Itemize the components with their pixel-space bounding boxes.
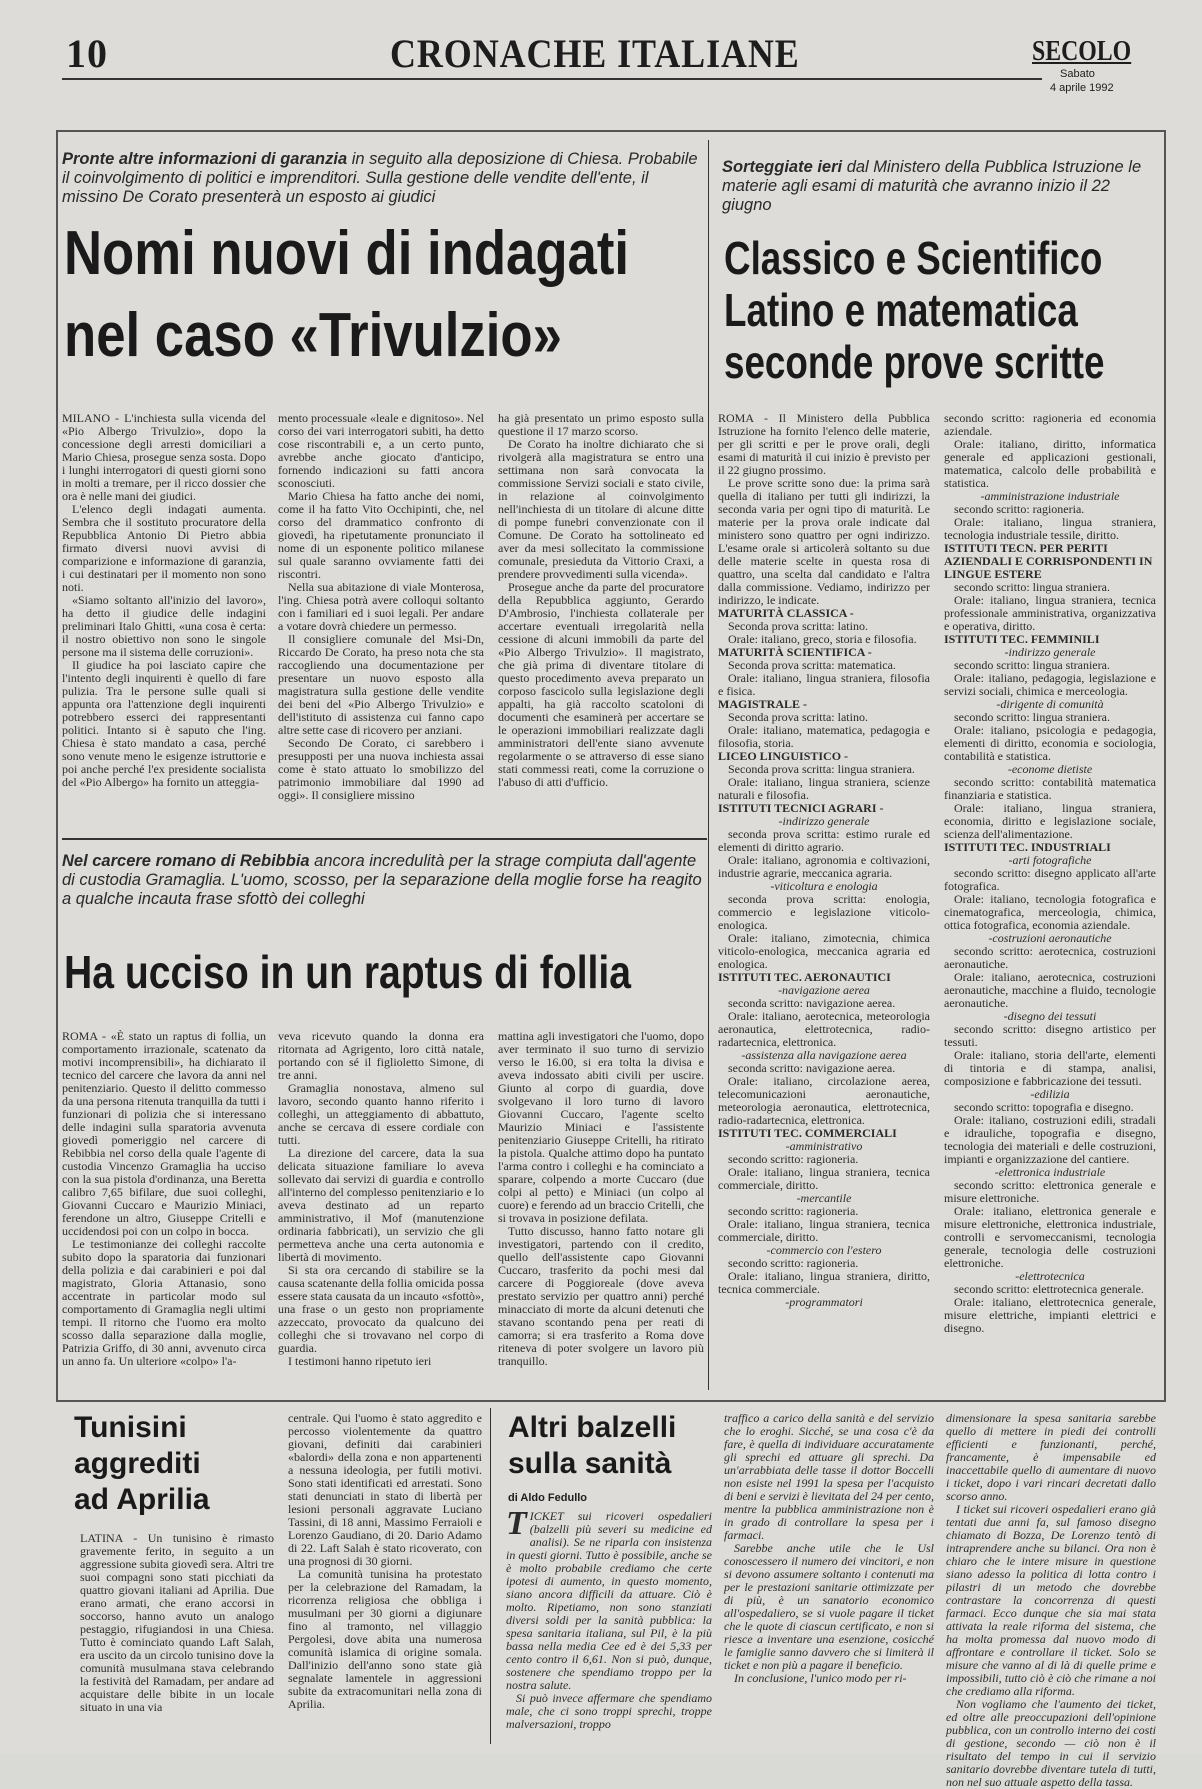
trivulzio-column-1 <box>62 412 266 827</box>
paragraph: Orale: italiano, lingua straniera, tecnologia industriale tessile, diritto. <box>944 515 1156 542</box>
issue-date: 4 aprile 1992 <box>1050 82 1114 94</box>
paragraph: LATINA - Un tunisino è rimasto gravemente ferito, in seguito a un aggressione subita giovedì sera. Altri tre suoi compagni sono stati picchiati da quattro giovani italiani ad Aprilia. Due erano armati, che erano accorsi in soccorso, hanno avuto un analogo pestaggio, rifugiandosi in una Chiesa. Tutto è cominciato quando Laft Salah, era uscito da un circolo tunisino dove la comunità musulmana stava celebrando la festività del Ramadam, per andare ad acquistare delle bibite in un locale situato in una via <box>80 1531 274 1714</box>
paragraph: Mario Chiesa ha fatto anche dei nomi, come il ha fatto Vito Occhipinti, che, nel corso del drammatico confronto di giovedì, ha ripetutamente pronunciato il nome di un esponente politico milanese sul quale saranno ovviamente fatti dei riscontri. <box>278 489 484 581</box>
paragraph: secondo scritto: ragioneria. <box>954 502 1085 516</box>
track-label: -mercantile <box>796 1191 852 1205</box>
paragraph: De Corato ha inoltre dichiarato che si rivolgerà alla magistratura se entro una settimana non sarà convocata la commissione Servizi sociali e stato civile, in relazione al coinvolgimento nell'inchiesta di un titolare di alcune ditte di pompe funebri convenzionate con il Comune. De Corato ha sottolineato ed aver da mesi sollecitato la commissione comunale, presieduta da Vittorio Craxi, a prendere provvedimenti sulla vicenda». <box>498 437 704 581</box>
balzelli-headline-1: Altri balzelli <box>508 1411 677 1444</box>
paragraph: dimensionare la spesa sanitaria sarebbe quello di mettere in piedi dei controlli efficienti e funzionanti, perché, francamente, è impensabile ed inaccettabile quello di aumentare di nuovo i ticket, dopo i vari rincari decretati dallo scorso anno. <box>946 1411 1156 1503</box>
rebibbia-kicker <box>62 852 702 909</box>
paragraph: Orale: italiano, psicologia e pedagogia, elementi di diritto, economia e sociologia, contabilità e statistica. <box>944 723 1156 763</box>
paragraph: ROMA - Il Ministero della Pubblica Istruzione ha fornito l'elenco delle materie, per gli scritti e per le prove orali, degli esami di maturità il cui inizio è previsto per il 22 giugno prossimo. <box>718 411 930 477</box>
paragraph: secondo scritto: contabilità matematica finanziaria e statistica. <box>944 775 1156 802</box>
paragraph: Seconda prova scritta: matematica. <box>728 658 896 672</box>
paragraph: Tutto discusso, hanno fatto notare gli investigatori, partendo con il credito, quello dell'assistente capo Giovanni Cuccaro, trasferito da pochi mesi dal carcere di Poggioreale (dove aveva prestato servizio per quattro anni) perché minacciato di morte da alcuni detenuti che stavano scontando pena per reati di camorra; si era trasferito a Roma dove riteneva di poter svolgere un lavoro più tranquillo. <box>498 1224 704 1368</box>
track-label: -assistenza alla navigazione aerea <box>741 1048 907 1062</box>
maturita-kicker <box>722 158 1152 215</box>
paragraph: Nella sua abitazione di viale Monterosa, l'ing. Chiesa potrà avere colloqui soltanto con i familiari ed i suoi legali. Per andare a votare dovrà chiedere un permesso. <box>278 580 484 633</box>
paragraph: veva ricevuto quando la donna era ritornata ad Agrigento, loro città natale, portando con sé il figlioletto Simone, di tre anni. <box>278 1029 484 1082</box>
balzelli-column-3 <box>946 1411 1156 1789</box>
maturita-column-1 <box>718 412 930 1390</box>
paragraph: secondo scritto: ragioneria. <box>728 1204 859 1218</box>
trivulzio-article <box>62 150 702 207</box>
paragraph: Orale: italiano, greco, storia e filosofia. <box>728 632 917 646</box>
paragraph: MILANO - L'inchiesta sulla vicenda del «Pio Albergo Trivulzio», dopo la concessione degli arresti domiciliari a Mario Chiesa, prosegue senza sosta. Dopo i lunghi interrogatori di questi giorni sono in molti a tremare, per il ricco dossier che ora è nelle mani dei giudici. <box>62 411 266 503</box>
paper-name: SECOLO <box>1032 36 1132 67</box>
paragraph: Si sta ora cercando di stabilire se la causa scatenante della follia omicida possa essere stata causata da un incauto «sfottò», una frase o un gesto non propriamente azzeccato, provocato da qualcuno dei colleghi che si trovavano nel corpo di guardia. <box>278 1263 484 1355</box>
track-label: -amministrativo <box>785 1139 863 1153</box>
paragraph: I ticket sui ricoveri ospedalieri erano già tentati due anni fa, sul famoso disegno chiamato di Bozza, De Lorenzo tentò di intraprendere anche su bilanci. Ora non è chiaro che le intere misure in questione siano adesso la politica di lotta contro i pilastri di un metodo che dovrebbe contrastare la concorrenza di questi farmaci. Ecco dunque che sia mai stata attivata la reale riforma del sistema, che ha molta promessa dal nuovo modo di affrontare e controllare il ticket. Solo se misure che vanno al di là di quelle prime e impossibili, tutto ciò è ciò che rimane a noi che crediamo alla riforma. <box>946 1502 1156 1698</box>
rebibbia-column-1 <box>62 1030 266 1390</box>
paragraph: Orale: italiano, tecnologia fotografica e cinematografica, merceologia, chimica, ottica fotografica, economia aziendale. <box>944 892 1156 932</box>
track-label: -elettrotecnica <box>1015 1269 1085 1283</box>
paragraph: Orale: italiano, lingua straniera, economia, diritto e legislazione sociale, scienza dell'alimentazione. <box>944 801 1156 841</box>
trivulzio-kicker <box>62 150 702 207</box>
paragraph: La direzione del carcere, data la sua delicata situazione familiare lo aveva sollevato dai servizi di guardia e controllo all'interno del complesso penitenziario e lo aveva destinato ad un reparto amministrativo, il Mof (manutenzione ordinaria fabbricati), un servizio che gli permetteva anche una certa autonomia e libertà di movimento. <box>278 1146 484 1264</box>
paragraph: Orale: italiano, lingua straniera, tecnica professionale amministrativa, organizzativa e operativa, diritto. <box>944 593 1156 633</box>
paragraph: secondo scritto: ragioneria. <box>728 1152 859 1166</box>
rebibbia-kicker-bold: Nel carcere romano di Rebibbia <box>62 852 310 870</box>
paragraph: Orale: italiano, lingua straniera, diritto, tecnica commerciale. <box>718 1269 930 1296</box>
paragraph: Orale: italiano, costruzioni edili, stradali e idrauliche, topografia e disegno, tecnologia dei materiali e delle costruzioni, impianti e organizzazione del cantiere. <box>944 1113 1156 1166</box>
rebibbia-article <box>62 852 702 909</box>
trivulzio-column-3 <box>498 412 704 827</box>
paragraph: secondo scritto: lingua straniera. <box>954 710 1110 724</box>
track-label: -programmatori <box>785 1295 863 1309</box>
paragraph: Orale: italiano, aerotecnica, costruzioni aeronautiche, macchine a fluido, tecnologie aeronautiche. <box>944 970 1156 1010</box>
paragraph: «Siamo soltanto all'inizio del lavoro», ha detto il giudice delle indagini preliminari Italo Ghitti, «una cosa è certa: il nostro obiettivo non sono le singole persone ma il sistema delle corruzioni». <box>62 593 266 659</box>
trivulzio-kicker-bold: Pronte altre informazioni di garanzia <box>62 150 348 168</box>
paragraph: Orale: italiano, storia dell'arte, elementi di tintoria e di stampa, analisi, composizione e fabbricazione dei tessuti. <box>944 1048 1156 1088</box>
paragraph: Orale: italiano, matematica, pedagogia e filosofia, storia. <box>718 723 930 750</box>
paragraph: Orale: italiano, lingua straniera, filosofia e fisica. <box>718 671 930 698</box>
paragraph: seconda prova scritta: estimo rurale ed elementi di diritto agrario. <box>718 827 930 854</box>
paragraph: secondo scritto: topografia e disegno. <box>954 1100 1134 1114</box>
paragraph: Orale: italiano, zimotecnia, chimica viticolo-enologica, meccanica agraria ed enologica. <box>718 931 930 971</box>
rebibbia-headline: Ha ucciso in un raptus di follia <box>64 946 632 998</box>
paragraph: centrale. Qui l'uomo è stato aggredito e percosso violentemente da quattro giovani, definiti dai carabinieri «balordi» della zona e non appartenenti a nessuna ideologia, per futili motivi. Sono stati identificati ed arrestati. Sono stati denunciati in stato di libertà per lesioni personali aggravate Luciano Tassini, di 18 anni, Massimo Ferraioli e Lorenzo Gaudiano, di 20. Dario Adamo di 22. Laft Salah è stato ricoverato, con una prognosi di 30 giorni. <box>288 1411 482 1568</box>
paragraph: I testimoni hanno ripetuto ieri <box>288 1354 432 1368</box>
subject-heading: ISTITUTI TECN. PER PERITI AZIENDALI E CORRISPONDENTI IN LINGUE ESTERE <box>944 541 1153 581</box>
maturita-column-2 <box>944 412 1156 1390</box>
trivulzio-headline-1: Nomi nuovi di indagati <box>64 219 630 288</box>
paragraph: secondo scritto: elettronica generale e misure elettroniche. <box>944 1178 1156 1205</box>
subject-heading: ISTITUTI TEC. INDUSTRIALI <box>944 840 1111 854</box>
paragraph: secondo scritto: disegno artistico per tessuti. <box>944 1022 1156 1049</box>
column-divider-vertical <box>708 140 709 1390</box>
balzelli-column-1 <box>506 1505 712 1744</box>
paragraph: Orale: italiano, lingua straniera, scienze naturali e filosofia. <box>718 775 930 802</box>
paragraph: Si può invece affermare che spendiamo male, che ci sono troppi sprechi, troppe malversazioni, troppo <box>506 1691 712 1731</box>
rebibbia-kicker-rest: ancora incredulità per la strage compiuta dall'agente di custodia Gramaglia. L'uomo, scosso, per la separazione della moglie forse ha reagito a qualche incauta frase sfottò dei colleghi <box>62 852 702 908</box>
paragraph: Prosegue anche da parte del procuratore della Repubblica aggiunto, Gerardo D'Ambrosio, l'inchiesta collaterale per accertare eventuali irregolarità nella cessione di alcuni immobili da parte del «Pio Albergo Trivulzio». Il magistrato, che già prima di diventare titolare di questo procedimento aveva preparato un corposo fascicolo sulla legislazione degli appalti, ha già raccolto scatoloni di documenti che esaminerà per accertare se le operazioni immobiliari realizzate dagli amministratori dell'ente siano avvenute regolarmente o se attraverso di esse siano stati commessi reati, come la corruzione o l'abuso di atti d'ufficio. <box>498 580 704 789</box>
paragraph: La comunità tunisina ha protestato per la celebrazione del Ramadam, la ricorrenza religiosa che obbliga i musulmani per 30 giorni a digiunare fino al tramonto, nel villaggio Pergolesi, dove abita una numerosa comunità islamica di origine somala. Dall'inizio dell'anno sono state già segnalate lamentele in aggressioni subite da extracomunitari nella zona di Aprilia. <box>288 1567 482 1711</box>
track-label: -amministrazione industriale <box>980 489 1120 503</box>
paragraph: Seconda prova scritta: lingua straniera. <box>728 762 915 776</box>
paragraph: Non vogliamo che l'aumento dei ticket, ed oltre alle preoccupazioni dell'opinione pubblica, con un controllo interno dei costi di gestione, secondo — ciò non è il risultato del tempo in cui il servizio sanitario dovrebbe diventare tutela di tutti, non nel suo attuale aspetto della tassa. <box>946 1697 1156 1789</box>
paragraph: Orale: italiano, elettrotecnica generale, misure elettriche, impianti elettrici e disegno. <box>944 1295 1156 1335</box>
subject-heading: MATURITÀ CLASSICA - <box>718 606 854 620</box>
paragraph: mento processuale «leale e dignitoso». Nel corso dei vari interrogatori subiti, ha detto cose riscontrabili e, a un certo punto, avrebbe anche giocato d'anticipo, fornendo indicazioni su fatti ancora sconosciuti. <box>278 411 484 490</box>
paragraph: secondo scritto: elettrotecnica generale. <box>954 1282 1144 1296</box>
paragraph: Le testimonianze dei colleghi raccolte subito dopo la sparatoria dai funzionari della polizia e dai carabinieri e poi dal magistrato, Gloria Attanasio, sono accentrate in particolar modo sul comportamento di Gramaglia negli ultimi tempi. Il ritorno che l'uomo era molto scosso dalla separazione dalla moglie, Patrizia Griffo, di 30 anni, avvenuto circa un anno fa. Un ulteriore «colpo» l'a- <box>62 1237 266 1368</box>
paragraph: Il giudice ha poi lasciato capire che l'intento degli inquirenti è quello di fare pulizia. Tra le persone sulle quali si appunta ora l'attenzione degli inquirenti potrebbero esserci dei rappresentanti politici. Intanto si è saputo che l'ing. Chiesa è stato mandato a casa, perché sono venute meno le esigenze istruttorie e poi anche perché l'ex presidente socialista del «Pio Albergo» ha fornito un atteggia- <box>62 658 266 789</box>
paragraph: secondo scritto: ragioneria ed economia aziendale. <box>944 411 1156 438</box>
paragraph: Orale: italiano, lingua straniera, tecnica commerciale, diritto. <box>718 1165 930 1192</box>
track-label: -edilizia <box>1030 1087 1070 1101</box>
balzelli-byline: di Aldo Fedullo <box>508 1492 588 1504</box>
paragraph: traffico a carico della sanità e del servizio che lo eroghi. Sicché, se una cosa c'è da fare, è quella di individuare accuratamente gli sprechi ed attuare gli sprechi. Da un'arrabbiata delle tasse il dottor Boccelli non esiste nel 1991 la spesa per l'acquisto di beni e servizi è lievitata del 24 per cento, mentre la pubblica amministrazione non è in grado di controllare la spesa per i farmaci. <box>724 1411 934 1542</box>
paragraph: secondo scritto: disegno applicato all'arte fotografica. <box>944 866 1156 893</box>
subject-heading: MAGISTRALE - <box>718 697 808 711</box>
tunisini-headline-1: Tunisini <box>74 1411 187 1444</box>
subject-heading: ISTITUTI TEC. AERONAUTICI <box>718 970 891 984</box>
balzelli-headline-2: sulla sanità <box>508 1447 672 1480</box>
subject-heading: ISTITUTI TECNICI AGRARI - <box>718 801 884 815</box>
paragraph: Il consigliere comunale del Msi-Dn, Riccardo De Corato, ha preso nota che sta raccogliendo una documentazione per presentare un nuovo esposto alla magistratura sulla gestione delle vendite dei beni del «Pio Albergo Trivulzio» e dell'istituto di assistenza cui fanno capo altre sette case di ricovero per anziani. <box>278 632 484 737</box>
balzelli-column-2 <box>724 1412 934 1744</box>
paragraph: Seconda prova scritta: latino. <box>728 710 868 724</box>
paragraph: Orale: italiano, lingua straniera, tecnica commerciale, diritto. <box>718 1217 930 1244</box>
maturita-kicker-bold: Sorteggiate ieri <box>722 158 843 176</box>
paragraph-text: ICKET sui ricoveri ospedalieri (balzelli più severi su medicine ed analisi). Se ne riparla con insistenza in questi giorni. Tutto è possibile, anche se è molto probabile crediamo che certe ipotesi di aumento, in questo momento, siano ancora difficili da attuare. Ciò è molto. Ripetiamo, non sono stanziati diversi soldi per la sanità pubblica: la spesa sanitaria italiana, sul Pil, è la più bassa nella media Cee ed è dei 5,33 per cento contro il 6,61. Non si può, dunque, sostenere che spendiamo troppo per la nostra salute. <box>506 1509 712 1692</box>
rebibbia-column-3 <box>498 1030 704 1390</box>
paragraph: Le prove scritte sono due: la prima sarà quella di italiano per tutti gli indirizzi, la seconda varia per ogni tipo di maturità. Le materie per la prova orale indicate dal ministero sono quattro per ogni indirizzo. L'esame orale si articolerà soltanto su due delle materie scelte in questa rosa di quattro, una scelta dal candidato e l'altra dalla commissione. Vediamo, indirizzo per indirizzo, le indicate. <box>718 476 930 607</box>
paragraph: Orale: italiano, circolazione aerea, telecomunicazioni aeronautiche, meteorologia aeronautica, elettrotecnica, radio-radartecnica, elettronica. <box>718 1074 930 1127</box>
tunisini-column-2 <box>288 1412 482 1744</box>
paragraph: secondo scritto: lingua straniera. <box>954 658 1110 672</box>
paragraph: Gramaglia nonostava, almeno sul lavoro, secondo quanto hanno riferito i colleghi, un atteggiamento di abbattuto, anche se cercava di essere cordiale con tutti. <box>278 1081 484 1147</box>
paragraph: secondo scritto: aerotecnica, costruzioni aeronautiche. <box>944 944 1156 971</box>
paragraph: seconda scritto: navigazione aerea. <box>728 1061 896 1075</box>
paragraph: mattina agli investigatori che l'uomo, dopo aver terminato il suo turno di servizio verso le 16.00, si era tolta la divisa e aveva indossato abiti civili per uscire. Giunto al corpo di guardia, dove svolgevano il loro turno di lavoro Giovanni Cuccaro, l'agente scelto Maurizio Miniaci e l'assistente penitenziario Giuseppe Critelli, ha ritirato la pistola. Qualche attimo dopo ha puntato l'arma contro i colleghi e ha cominciato a sparare, colpendo a morte Cuccaro (due colpi al petto) e Miniaci (un colpo al cuore) e ferendo ad un braccio Critelli, che si trovava in posizione defilata. <box>498 1029 704 1225</box>
track-label: -viticoltura e enologia <box>770 879 878 893</box>
trivulzio-kicker-rest: in seguito alla deposizione di Chiesa. Probabile il coinvolgimento di politici e imprenditori. Sulla gestione delle vendite dell'ente, il missino De Corato presenterà un esposto ai giudici <box>62 150 698 206</box>
subject-heading: MATURITÀ SCIENTIFICA - <box>718 645 872 659</box>
paragraph: Orale: italiano, aerotecnica, meteorologia aeronautica, elettrotecnica, radio-radartecnica, elettronica. <box>718 1009 930 1049</box>
track-label: -arti fotografiche <box>1008 853 1092 867</box>
paragraph: Orale: italiano, elettronica generale e misure elettroniche, elettronica industriale, controlli e servomeccanismi, tecnologia generale, tecnologia delle costruzioni elettroniche. <box>944 1204 1156 1270</box>
tunisini-headline-2: aggrediti <box>74 1447 201 1480</box>
track-label: -econome dietiste <box>1007 762 1093 776</box>
tunisini-column-1 <box>80 1532 274 1744</box>
track-label: -dirigente di comunità <box>996 697 1104 711</box>
track-label: -indirizzo generale <box>1004 645 1096 659</box>
dropcap: T <box>506 1505 527 1542</box>
paragraph: Secondo De Corato, ci sarebbero i presupposti per una nuova inchiesta assai come è stato attuato lo smobilizzo del patrimonio immobiliare dal 1990 ad oggi». Il consigliere missino <box>278 736 484 802</box>
paragraph: ha già presentato un primo esposto sulla questione il 17 marzo scorso. <box>498 411 704 438</box>
paragraph: Orale: italiano, pedagogia, legislazione e servizi sociali, chimica e merceologia. <box>944 671 1156 698</box>
paragraph: secondo scritto: lingua straniera. <box>954 580 1110 594</box>
rebibbia-column-2 <box>278 1030 484 1390</box>
paragraph: ROMA - «È stato un raptus di follia, un comportamento irrazionale, scatenato da motivi incomprensibili», ha dichiarato il tecnico del carcere che lavora da anni nel penitenziario. Questo il delitto commesso da una persona ritenuta tranquilla da tutti i funzionari di polizia che si interessano delle indagini sulla sparatoria avvenuta giovedì pomeriggio nel carcere di Rebibbia nel corso della quale l'agente di custodia Vincenzo Gramaglia ha ucciso con la sua pistola d'ordinanza, una Beretta calibro 7,65 bifilare, due suoi colleghi, Giovanni Cuccaro e Maurizio Miniaci, ferendone un altro, Giuseppe Critelli e uccidendosi poi con un colpo in bocca. <box>62 1029 266 1238</box>
paragraph: Orale: italiano, agronomia e coltivazioni, industrie agrarie, meccanica agraria. <box>718 853 930 880</box>
maturita-headline-3: seconde prove scritte <box>724 336 1105 388</box>
paragraph: L'elenco degli indagati aumenta. Sembra che il sostituto procuratore della Repubblica Antonio Di Pietro abbia firmato diversi nuovi avvisi di comparizione e informazione di garanzia, i cui destinatari per il momento non sono noti. <box>62 502 266 594</box>
maturita-kicker-rest: dal Ministero della Pubblica Istruzione le materie agli esami di maturità che avranno inizio il 22 giugno <box>722 158 1142 214</box>
issue-day: Sabato <box>1060 68 1095 80</box>
maturita-article <box>722 158 1152 215</box>
subject-heading: ISTITUTI TEC. COMMERCIALI <box>718 1126 897 1140</box>
track-label: -disegno dei tessuti <box>1003 1009 1097 1023</box>
track-label: -elettronica industriale <box>994 1165 1106 1179</box>
section-title: CRONACHE ITALIANE <box>390 31 800 76</box>
tunisini-headline-3: ad Aprilia <box>74 1483 210 1516</box>
paragraph <box>506 1505 712 1692</box>
paragraph: seconda prova scritta: enologia, commercio e legislazione viticolo-enologica. <box>718 892 930 932</box>
maturita-headline-2: Latino e matematica <box>724 284 1078 336</box>
trivulzio-column-2 <box>278 412 484 827</box>
page-number: 10 <box>66 31 108 76</box>
track-label: -commercio con l'estero <box>766 1243 882 1257</box>
paragraph: seconda scritto: navigazione aerea. <box>728 996 896 1010</box>
paragraph: In conclusione, l'unico modo per ri- <box>734 1671 907 1685</box>
paragraph: Orale: italiano, diritto, informatica generale ed applicazioni gestionali, matematica, calcolo delle probabilità e statistica. <box>944 437 1156 490</box>
trivulzio-headline-2: nel caso «Trivulzio» <box>64 301 562 370</box>
track-label: -navigazione aerea <box>778 983 870 997</box>
masthead-rule <box>62 78 1042 80</box>
subject-heading: ISTITUTI TEC. FEMMINILI <box>944 632 1100 646</box>
section-divider <box>62 838 707 840</box>
paragraph: Seconda prova scritta: latino. <box>728 619 868 633</box>
track-label: -costruzioni aeronautiche <box>988 931 1112 945</box>
track-label: -indirizzo generale <box>778 814 870 828</box>
paragraph: secondo scritto: ragioneria. <box>728 1256 859 1270</box>
bottom-divider-1 <box>490 1408 491 1744</box>
maturita-headline-1: Classico e Scientifico <box>724 232 1103 284</box>
subject-heading: LICEO LINGUISTICO - <box>718 749 849 763</box>
paragraph: Sarebbe anche utile che le Usl conoscessero il numero dei vincitori, e non si devono assumere soltanto i contenuti ma per le prestazioni sanitarie ottimizzate per di più, è un sanatorio economico all'ospedaliero, se si vuole pagare il ticket che le quote di ciascun certificato, e non si riesce a inventare una esenzione, cosicché le famiglie sanno davvero che si limiterà il ticket e non più a pagare il beneficio. <box>724 1541 934 1672</box>
